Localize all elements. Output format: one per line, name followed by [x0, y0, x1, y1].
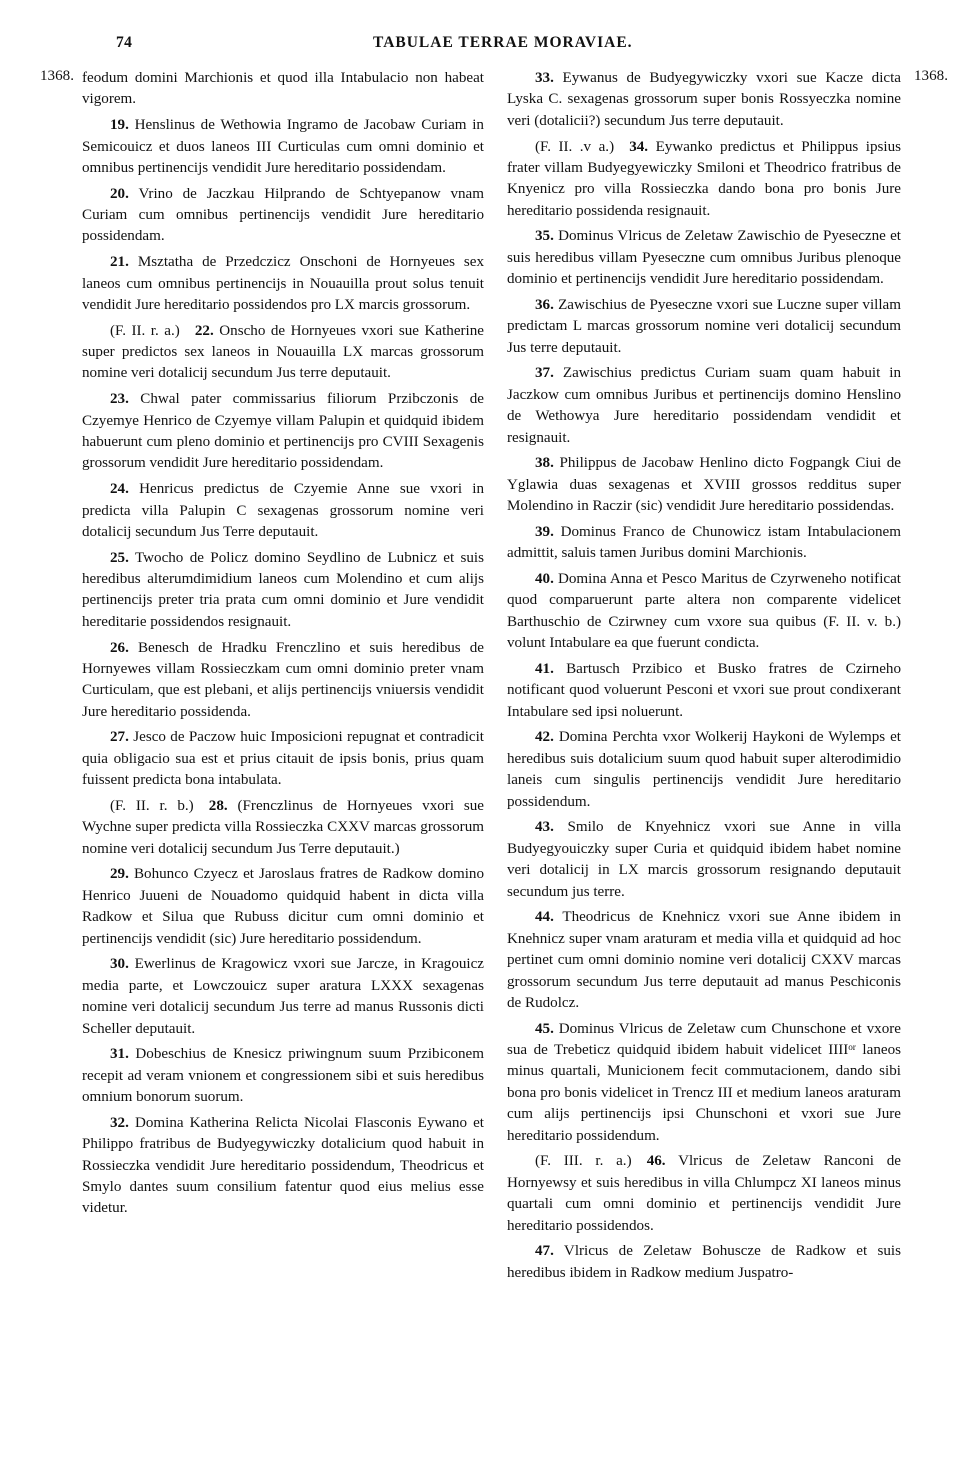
entry-paragraph [507, 453, 901, 517]
entry-paragraph [82, 864, 484, 950]
entry-number: 36. [535, 296, 554, 313]
entry-number: 41. [535, 660, 554, 677]
margin-year-right: 1368. [914, 68, 948, 84]
entry-paragraph [82, 479, 484, 543]
entry-text: Jesco de Paczow huic Imposicioni repugnat et contradicit quia obligacio sua est et prius citauit de ipsis bonis, prius quam fuissent predicta bona intabulata. [82, 729, 484, 789]
entry-paragraph [507, 295, 901, 359]
entry-paragraph [507, 569, 901, 655]
entry-paragraph [82, 115, 484, 179]
entry-number: 47. [535, 1243, 554, 1260]
entry-text: Twocho de Policz domino Seydlino de Lubnicz et suis heredibus alterumdimidium laneos cum Molendino et cum alijs pertinencijs preter tria prata cum omni dominio et Jure vendidit hereditarie possidendos resignauit. [82, 549, 484, 630]
right-column [507, 68, 901, 1288]
entry-text: Zawischius de Pyeseczne vxori sue Luczne super villam predictam L marcas grossorum nomine veri dotalicij secundum Jus terre deputauit. [507, 296, 901, 356]
entry-text: Philippus de Jacobaw Henlino dicto Fogpangk Ciui de Yglawia duas sexagenas et XVIII grossos redditus super Molendino in Raczir (sic) vendidit Jure hereditario possidendas. [507, 455, 901, 515]
entry-paragraph [507, 907, 901, 1014]
entry-paragraph [82, 954, 484, 1040]
entry-number: 32. [110, 1114, 129, 1131]
entry-number: 45. [535, 1020, 554, 1037]
folio-reference: (F. II. r. a.) [110, 322, 180, 339]
entry-number: 29. [110, 866, 129, 883]
entry-number: 20. [110, 185, 129, 202]
running-title: TABULAE TERRAE MORAVIAE. [373, 34, 633, 51]
entry-paragraph [507, 727, 901, 813]
entry-number: 23. [110, 391, 129, 408]
entry-paragraph [507, 226, 901, 290]
entry-number: 34. [629, 138, 649, 155]
entry-number: 30. [110, 956, 129, 973]
entry-paragraph [507, 68, 901, 132]
entry-text: Dobeschius de Knesicz priwingnum suum Przibiconem recepit ad veram vnionem et congressionem sibi et suis heredibus omnium bonorum suorum. [82, 1046, 484, 1106]
entry-paragraph [507, 1241, 901, 1284]
entry-text: Vrino de Jaczkau Hilprando de Schtyepanow vnam Curiam cum omnibus pertinencijs vendidit Jure hereditario possidendam. [82, 185, 484, 245]
entry-text: Ewerlinus de Kragowicz vxori sue Jarcze, in Kragouicz media parte, et Lowczouicz super aratura LXXX sexagenas nomine veri dotalicij secundum Jus terre ad manus Russonis dicti Scheller deputauit. [82, 956, 485, 1037]
entry-paragraph [82, 321, 484, 385]
entry-paragraph [82, 1044, 484, 1108]
continued-paragraph [82, 68, 484, 111]
entry-paragraph [82, 252, 484, 316]
entry-text: Onscho de Hornyeues vxori sue Katherine super predictos sex laneos in Nouauilla LX marcas grossorum nomine veri dotalicij secundum Jus terre deputauit. [82, 322, 484, 382]
entry-number: 46. [646, 1153, 666, 1170]
entry-text: Domina Anna et Pesco Maritus de Czyrweneho notificat quod comparuerunt parte altera non comparente videlicet Barthuschio de Czirwney cum vxore sua quibus (F. II. v. b.) volunt Intabulare ea que fuerunt condicta. [507, 571, 901, 652]
entry-number: 19. [110, 117, 129, 134]
entry-number: 25. [110, 549, 129, 566]
entry-paragraph [82, 548, 484, 634]
margin-year-left: 1368. [40, 68, 74, 84]
entry-paragraph [82, 184, 484, 248]
entry-number: 22. [194, 322, 214, 339]
entry-paragraph [82, 796, 484, 860]
entry-paragraph [82, 638, 484, 724]
entry-number: 42. [535, 729, 554, 746]
entry-text: Domina Katherina Relicta Nicolai Flasconis Eywano et Philippo fratribus de Budyegywiczky dotalicium quod habuit in Rossieczka vendidit Jure hereditario possidendum, Theodricus et Smylo dantes suum consilium fatentur quod eius melius esse videtur. [82, 1114, 484, 1217]
entry-number: 37. [535, 365, 554, 382]
entry-number: 28. [208, 797, 228, 814]
entry-text: Henricus predictus de Czyemie Anne sue vxori in predicta villa Palupin C sexagenas grossorum nomine veri dotalicij secundum Jus Terre deputauit. [82, 481, 484, 540]
entry-text: Vlricus de Zeletaw Bohuscze de Radkow et suis heredibus ibidem in Radkow medium Juspatro- [507, 1243, 901, 1281]
entry-paragraph [507, 1151, 901, 1237]
entry-text: Bartusch Przibico et Busko fratres de Czirneho notificant quod voluerunt Pesconi et vxori sue prout condixerant Intabulare sed ipsi noluerunt. [507, 660, 902, 720]
entry-text: (Frenczlinus de Hornyeues vxori sue Wychne super predicta villa Rossieczka CXXV marcas grossorum nomine veri dotalicij secundum Jus Terre deputauit.) [82, 797, 484, 857]
entry-text: Zawischius predictus Curiam suam quam habuit in Jaczkow cum omnibus Juribus et pertinencijs domino Henslino de Wethowya Jure hereditario possidendam vendidit et resignauit. [507, 365, 901, 446]
entry-text: Domina Perchta vxor Wolkerij Haykoni de Wylemps et heredibus suis dotalicium suum quod habuit super alterodimidio laneis cum singulis pertinencijs vendidit Jure hereditario possidendum. [507, 729, 901, 810]
entry-number: 35. [535, 228, 554, 245]
entry-number: 38. [535, 455, 554, 472]
entry-paragraph [507, 817, 901, 903]
entry-text: Henslinus de Wethowia Ingramo de Jacobaw Curiam in Semicouicz et duos laneos III Curticulas cum omni dominio et omnibus pertinencijs vendidit Jure hereditario possidendam. [82, 117, 484, 176]
entry-text: Bohunco Czyecz et Jaroslaus fratres de Radkow domino Henrico Juueni de Nouadomo quidquid habent in dicta villa Radkow et Silua que Rubuss dicitur cum omni dominio et pertinencijs vendidit (sic) Jure hereditario possidendum. [82, 866, 484, 947]
entry-text: feodum domini Marchionis et quod illa Intabulacio non habeat vigorem. [82, 70, 484, 108]
folio-reference: (F. II. .v a.) [535, 138, 615, 155]
entry-text: Dominus Franco de Chunowicz istam Intabulacionem admittit, saluis tamen Juribus domini Marchionis. [507, 523, 901, 562]
entry-text: Eywanko predictus et Philippus ipsius frater villam Budyegyewiczky Smiloni et Theodrico fratribus de Knyenicz pro villa Rossieczka dando bona pro bonis Jure hereditario possidenda resignauit. [507, 138, 901, 219]
entry-text: Vlricus de Zeletaw Ranconi de Hornyewsy et suis heredibus in villa Chlumpcz XI laneos minus quartali cum omni dominio et pertinencijs vendidit Jure hereditario possidendos. [507, 1153, 901, 1234]
entry-number: 40. [535, 571, 554, 588]
entry-paragraph [82, 727, 484, 791]
entry-paragraph [82, 389, 484, 475]
entry-number: 26. [110, 639, 129, 656]
entry-paragraph [507, 137, 901, 223]
entry-text: Dominus Vlricus de Zeletaw cum Chunschone et vxore sua de Trebeticz quidquid ibidem habuit videlicet IIIIᵒʳ laneos minus quartali, Municionem fecit commutacionem, dando sibi bona pro bonis videlicet in Trencz III et medium laneos araturam cum alijs pertinencijs ipsi Chunschoni et vxori sue Jure hereditario possidendum. [507, 1020, 901, 1144]
entry-number: 33. [535, 70, 554, 86]
entry-text: Theodricus de Knehnicz vxori sue Anne ibidem in Knehnicz super vnam araturam et media villa et quidquid ad hoc pertinet cum omni dominio nomine veri dotalicij CXXV marcas grossorum secundum Jus terre deputauit ad manus Peschiconis de Rudolcz. [507, 909, 901, 1011]
entry-text: Benesch de Hradku Frenczlino et suis heredibus de Hornyewes villam Rossieczkam cum omni dominio preter vnam Curticulam, que est plebani, et alijs pertinencijs vniuersis vendidit Jure hereditario possidenda. [82, 639, 484, 720]
folio-reference: (F. III. r. a.) [535, 1153, 632, 1170]
entry-text: Eywanus de Budyegywiczky vxori sue Kacze dicta Lyska C. sexagenas grossorum super bonis Rossyeczka nomine veri (dotalicii?) secundum Jus terre deputauit. [507, 70, 901, 129]
entry-paragraph [507, 659, 901, 723]
entry-text: Chwal pater commissarius filiorum Przibczonis de Czyemye Henrico de Czyemye villam Palupin et quidquid ibidem habuerunt cum pleno dominio et pertinencijs pro CVIII Sexagenis grossorum vendidit Jure hereditario possidendam. [82, 391, 484, 472]
entry-paragraph [82, 1113, 484, 1220]
entry-number: 43. [535, 819, 554, 836]
entry-paragraph [507, 1019, 901, 1147]
entry-text: Dominus Vlricus de Zeletaw Zawischio de Pyeseczne et suis heredibus villam Pyeseczne cum omnibus Juribus plenoque dominio et pertinencijs vendidit Jure hereditario possidendam. [507, 228, 901, 288]
entry-paragraph [507, 522, 901, 565]
entry-text: Smilo de Knyehnicz vxori sue Anne in villa Budyegyouiczky super Curia et quidquid ibidem habet nomine veri dotalicij in LX marcis grossorum resignando deputauit secundum jus terre. [507, 819, 901, 900]
entry-paragraph [507, 363, 901, 449]
page-number: 74 [116, 34, 133, 51]
entry-number: 39. [535, 523, 554, 540]
folio-reference: (F. II. r. b.) [110, 797, 194, 814]
entry-number: 21. [110, 254, 129, 271]
left-column [82, 68, 484, 1224]
entry-number: 24. [110, 481, 129, 498]
entry-number: 27. [110, 729, 129, 746]
entry-text: Msztatha de Przedczicz Onschoni de Hornyeues sex laneos cum omnibus pertinencijs in Nouauilla prout solus tenuit vendidit Jure hereditario possidendos pro LX marcis grossorum. [82, 254, 484, 313]
entry-number: 44. [535, 909, 554, 926]
entry-number: 31. [110, 1046, 129, 1063]
